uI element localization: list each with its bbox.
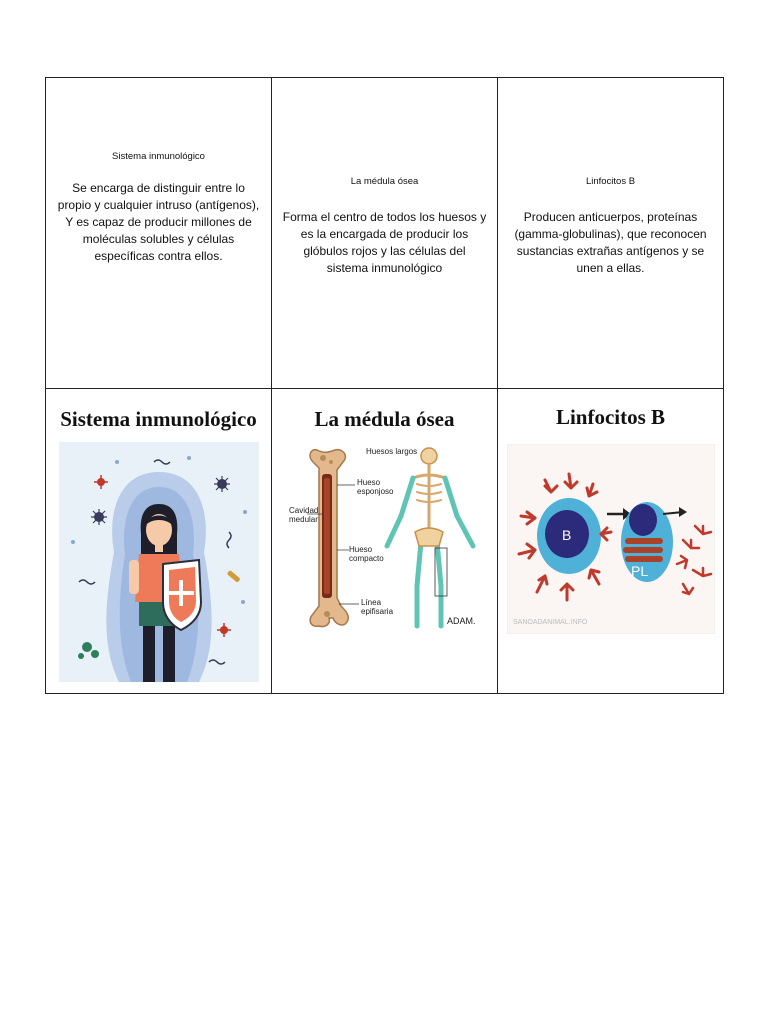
card-small-title: La médula ósea [350, 176, 419, 187]
immune-illustration [59, 442, 259, 682]
watermark: SANOADANIMAL.INFO [512, 619, 587, 626]
card-small-title: Linfocitos B [585, 176, 636, 187]
lymphocyte-illustration [507, 444, 715, 634]
label-linea-1: Línea [360, 598, 381, 607]
card-image-lymphocytes [498, 389, 724, 694]
image-row [46, 389, 724, 694]
lymphocyte-illustration-svg [507, 444, 715, 634]
card-text-lymphocytes [498, 78, 724, 389]
card-image-immune [46, 389, 272, 694]
label-hueso-compacto-1: Hueso [348, 545, 372, 554]
card-description: Producen anticuerpos, proteínas (gamma-globulinas), que reconocen sustancias extrañas antígenos y se unen a ellas. [514, 210, 707, 275]
bone-illustration-svg [277, 438, 493, 638]
bone-illustration [277, 438, 493, 638]
card-description: Forma el centro de todos los huesos y es la encargada de producir los glóbulos rojos y las células del sistema inmunológico [282, 210, 487, 275]
label-huesos-largos: Huesos largos [365, 447, 417, 456]
card-big-title: La médula ósea [314, 407, 455, 431]
immune-illustration-svg [59, 442, 259, 682]
text-row [46, 78, 724, 389]
label-hueso-esponjoso-1: Hueso [356, 478, 380, 487]
cell-b-label: B [561, 527, 571, 543]
cards-table [45, 77, 724, 694]
brand-adam: ADAM. [446, 616, 476, 626]
card-description: Se encarga de distinguir entre lo propio y cualquier intruso (antígenos), Y es capaz de producir millones de moléculas solubles y células específicas contra ellos. [57, 181, 260, 263]
label-cavidad-1: Cavidad [288, 506, 318, 515]
label-cavidad-2: medular [288, 515, 318, 524]
label-hueso-esponjoso-2: esponjoso [356, 487, 393, 496]
card-big-title: Linfocitos B [555, 405, 666, 429]
card-text-marrow [272, 78, 498, 389]
cell-pl-label: PL [630, 563, 648, 579]
label-hueso-compacto-2: compacto [348, 554, 384, 563]
card-text-immune [46, 78, 272, 389]
label-linea-2: epifisaria [360, 607, 393, 616]
card-image-marrow [272, 389, 498, 694]
card-big-title: Sistema inmunológico [60, 407, 257, 431]
card-small-title: Sistema inmunológico [112, 151, 205, 162]
